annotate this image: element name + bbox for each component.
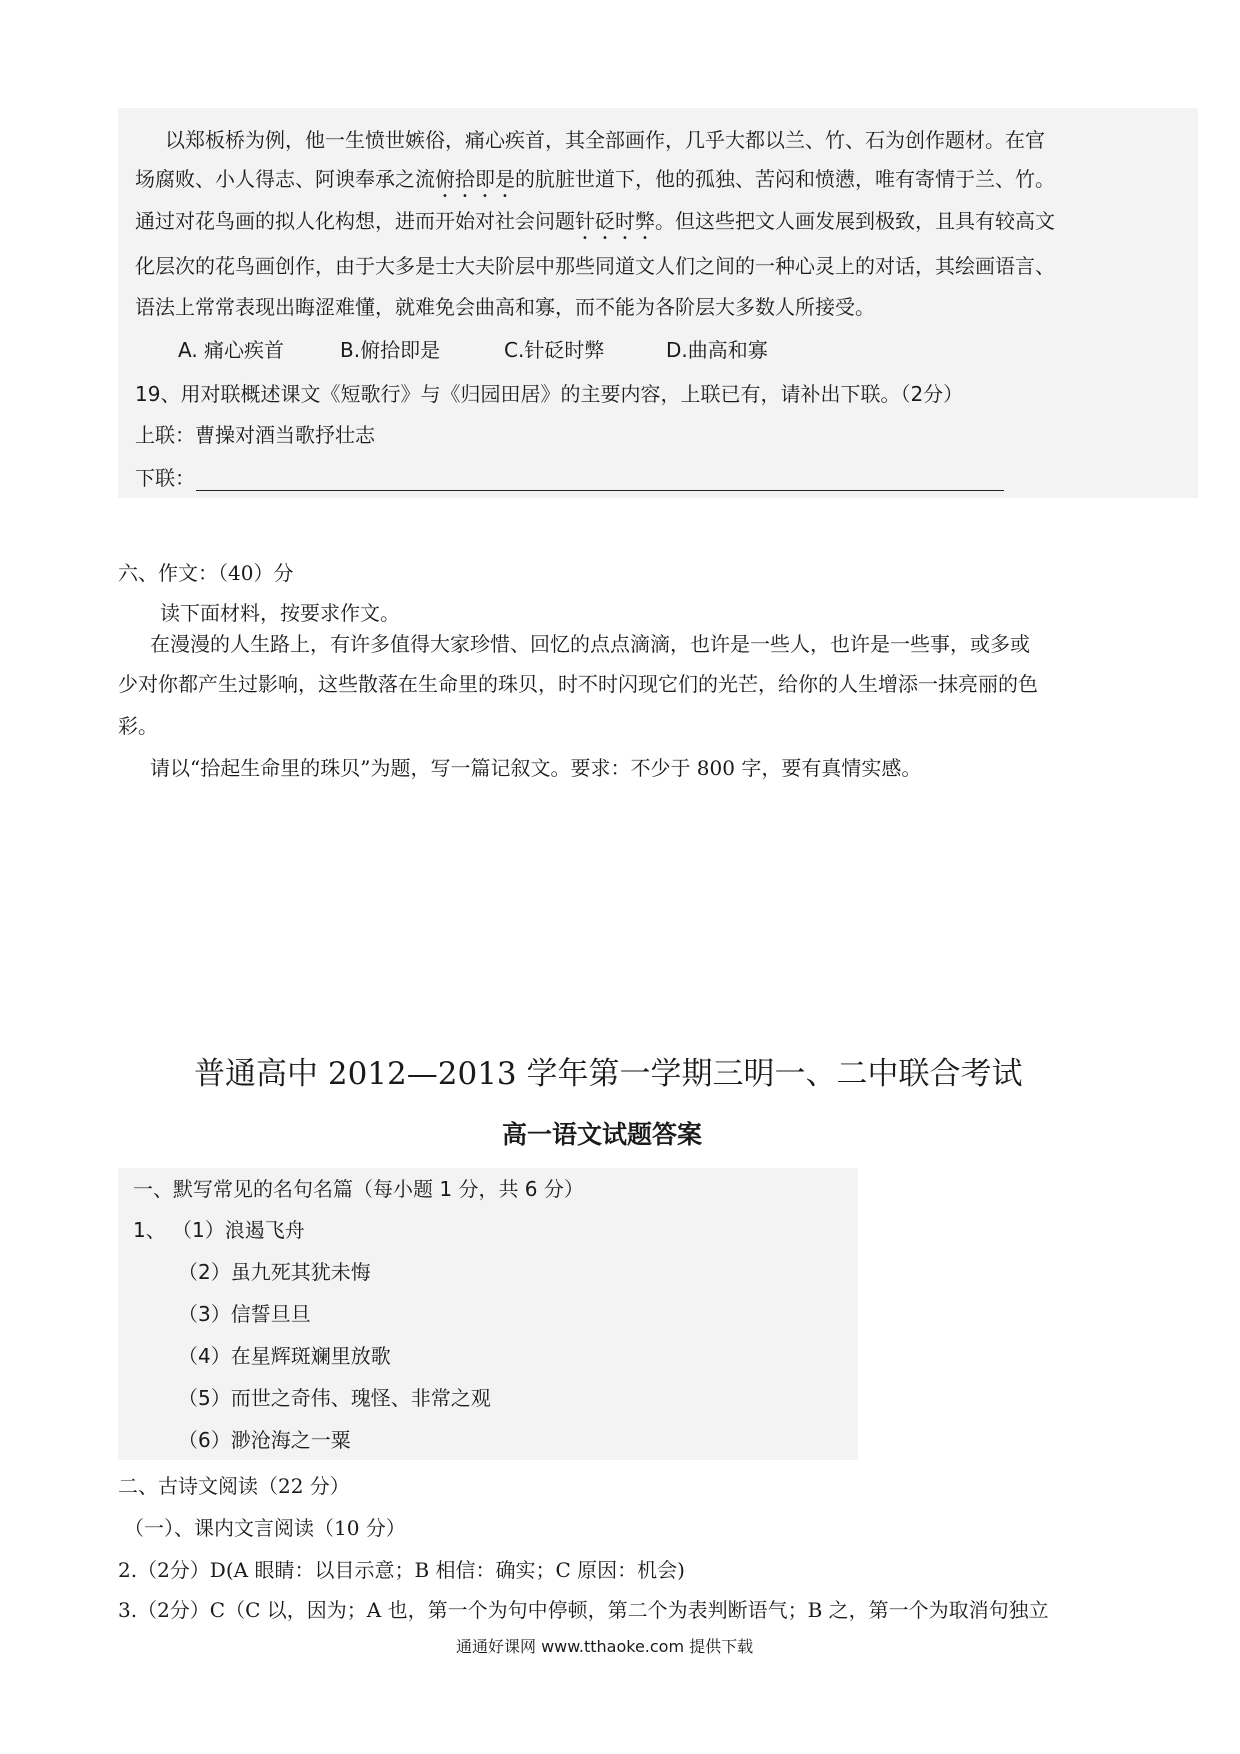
passage-emphasis-fushijishi: 俯拾即是 xyxy=(435,167,515,191)
q19-upper-couplet: 上联：曹操对酒当歌抒壮志 xyxy=(135,423,375,447)
passage-line-3b: 。但这些把文人画发展到极致，且具有较高文 xyxy=(655,209,1055,233)
q1-answer-5: （5）而世之奇伟、瑰怪、非常之观 xyxy=(178,1386,491,1410)
q19-answer-blank[interactable] xyxy=(196,490,1004,491)
essay-intro: 读下面材料，按要求作文。 xyxy=(160,601,400,625)
q1-answer-6: （6）渺沧海之一粟 xyxy=(178,1428,351,1452)
passage-line-5: 语法上常常表现出晦涩难懂，就难免会曲高和寡，而不能为各阶层大多数人所接受。 xyxy=(135,295,875,319)
section2-subheading: （一）、课内文言阅读（10 分） xyxy=(124,1516,406,1540)
q1-answer-2: （2）虽九死其犹未悔 xyxy=(178,1260,371,1284)
passage-emphasis-zhenbianshibi: 针砭时弊 xyxy=(575,209,655,233)
answer-key-subtitle: 高一语文试题答案 xyxy=(502,1120,703,1149)
passage-line-3a: 通过对花鸟画的拟人化构想，进而开始对社会问题 xyxy=(135,209,575,233)
option-c: C.针砭时弊 xyxy=(504,338,605,362)
q1-answer-1: （1）浪遏飞舟 xyxy=(172,1218,305,1242)
q1-answer-4: （4）在星辉斑斓里放歌 xyxy=(178,1344,391,1368)
essay-material-line-2: 少对你都产生过影响，这些散落在生命里的珠贝，时不时闪现它们的光芒，给你的人生增添一抹亮丽的色 xyxy=(118,672,1038,696)
q19-lower-label: 下联： xyxy=(135,466,195,490)
q3-answer: 3.（2分）C（C 以，因为；A 也，第一个为句中停顿，第二个为表判断语气；B 之，第一个为取消句独立 xyxy=(118,1598,1049,1622)
option-a: A. 痛心疾首 xyxy=(178,338,285,362)
q1-answer-3: （3）信誓旦旦 xyxy=(178,1302,311,1326)
section2-heading: 二、古诗文阅读（22 分） xyxy=(118,1474,350,1498)
option-b: B.俯拾即是 xyxy=(340,338,441,362)
passage-line-2 xyxy=(135,165,1055,202)
option-d: D.曲高和寡 xyxy=(666,338,768,362)
q19-prompt: 19、用对联概述课文《短歌行》与《归园田居》的主要内容，上联已有，请补出下联。（2分） xyxy=(135,382,964,406)
essay-heading: 六、作文：（40）分 xyxy=(118,561,294,585)
essay-material-line-1: 在漫漫的人生路上，有许多值得大家珍惜、回忆的点点滴滴，也许是一些人，也许是一些事，或多或 xyxy=(150,632,1030,656)
essay-requirement: 请以“拾起生命里的珠贝”为题，写一篇记叙文。要求：不少于 800 字，要有真情实感。 xyxy=(150,756,922,780)
q2-answer: 2.（2分）D(A 眼睛：以目示意；B 相信：确实；C 原因：机会) xyxy=(118,1558,685,1582)
passage-line-3 xyxy=(135,207,1055,244)
page-footer: 通通好课网 www.tthaoke.com 提供下载 xyxy=(456,1637,754,1656)
passage-line-1: 以郑板桥为例，他一生愤世嫉俗，痛心疾首，其全部画作，几乎大都以兰、竹、石为创作题材。在官 xyxy=(165,128,1045,152)
passage-line-4: 化层次的花鸟画创作，由于大多是士大夫阶层中那些同道文人们之间的一种心灵上的对话，其绘画语言、 xyxy=(135,254,1055,278)
q1-prefix: 1、 xyxy=(133,1218,166,1242)
essay-material-line-3: 彩。 xyxy=(118,714,158,738)
answer-key-title: 普通高中 2012—2013 学年第一学期三明一、二中联合考试 xyxy=(194,1056,1023,1092)
passage-line-2b: 的肮脏世道下，他的孤独、苦闷和愤懑，唯有寄情于兰、竹。 xyxy=(515,167,1055,191)
passage-line-2a: 场腐败、小人得志、阿谀奉承之流 xyxy=(135,167,435,191)
section1-heading: 一、默写常见的名句名篇（每小题 1 分，共 6 分） xyxy=(133,1177,584,1201)
